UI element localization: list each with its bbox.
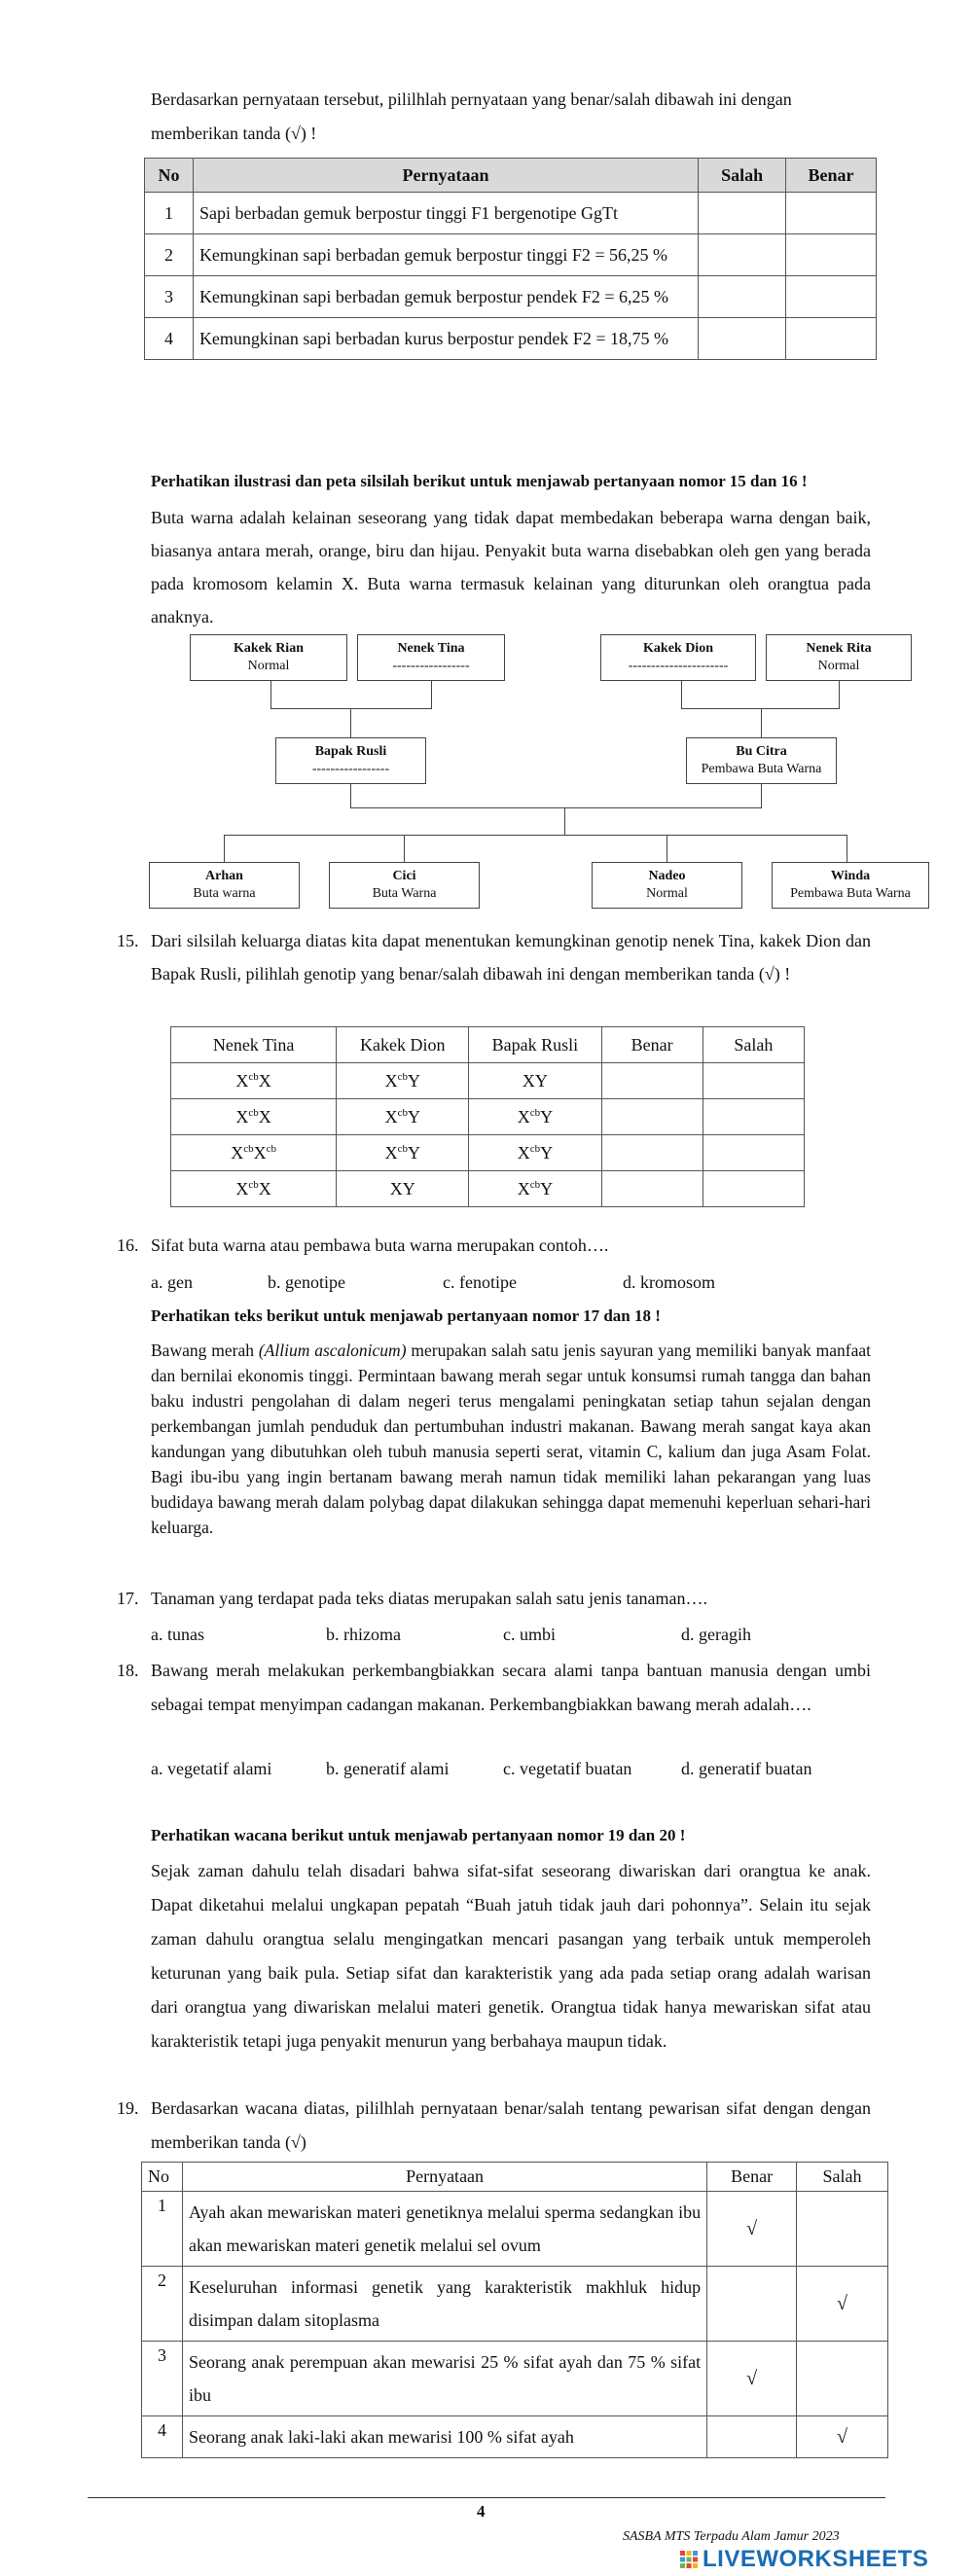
header-nenek-tina: Nenek Tina (171, 1027, 337, 1063)
allele-superscript: cb (266, 1142, 276, 1155)
benar-cell[interactable] (707, 2267, 797, 2342)
pedigree-status: Normal (247, 659, 290, 673)
allele-superscript: cb (397, 1142, 408, 1155)
pedigree-status: Pembawa Buta Warna (701, 762, 822, 776)
paragraph-italic-text: (Allium ascalonicum) (258, 1341, 407, 1360)
benar-cell[interactable] (601, 1063, 703, 1099)
option-d[interactable]: d. geragih (681, 1625, 751, 1644)
option-d[interactable]: d. kromosom (623, 1272, 716, 1292)
pedigree-name: Kakek Dion (643, 641, 713, 656)
question-19 (117, 2092, 871, 2160)
paragraph-pewarisan: Sejak zaman dahulu telah disadari bahwa sifat-sifat seseorang diwariskan dari orangtua ke anak. Dapat diketahui melalui ungkapan pepatah “Buah jatuh tidak jauh dari pohonnya”. Selain itu sejak zaman dahulu orangtua selalu mengingatkan mencari pasangan yang terbaik untuk memperoleh keturunan yang baik pula. Setiap sifat dan karakteristik yang ada pada setiap orang adalah warisan dari orangtua yang diwariskan melalui materi genetik. Orangtua tidak hanya mewariskan sifat atau karakteristik tetapi juga penyakit menurun yang berbahaya maupun tidak. (151, 1861, 871, 2051)
paragraph-text: Bawang merah (151, 1341, 259, 1360)
benar-cell[interactable] (601, 1135, 703, 1171)
salah-cell[interactable] (797, 2342, 888, 2416)
pedigree-cici (329, 862, 480, 909)
benar-cell[interactable] (601, 1171, 703, 1207)
genotype-cell: $X^{cb}X$ (171, 1099, 337, 1135)
header-benar: Benar (786, 159, 877, 193)
option-b[interactable]: b. generatif alami (326, 1759, 450, 1778)
table-row (142, 2192, 888, 2267)
pedigree-name: Kakek Rian (234, 641, 304, 656)
row-no: 4 (145, 318, 194, 360)
genotype-cell: $X^{cb}Y$ (337, 1135, 469, 1171)
header-kakek-dion: Kakek Dion (337, 1027, 469, 1063)
table-row (145, 276, 877, 318)
pedigree-kakek-rian (190, 634, 347, 681)
salah-cell[interactable] (699, 234, 786, 276)
allele-superscript: cb (529, 1142, 541, 1155)
question-number: 17. (117, 1589, 139, 1608)
question-number: 19. (117, 2098, 139, 2118)
pedigree-name: Bu Citra (736, 744, 787, 759)
pedigree-nenek-rita (766, 634, 912, 681)
header-pernyataan: Pernyataan (193, 159, 698, 193)
allele-superscript: cb (243, 1142, 254, 1155)
allele-superscript: cb (248, 1070, 259, 1083)
question-text: Bawang merah melakukan perkembangbiakkan secara alami tanpa bantuan manusia dengan umbi sebagai tempat menyimpan cadangan makanan. Perkembangbiakkan bawang merah adalah…. (151, 1661, 871, 1714)
salah-cell[interactable] (699, 276, 786, 318)
pedigree-status: ---------------------- (628, 659, 729, 673)
connector (681, 681, 682, 708)
table-header-row (142, 2163, 888, 2192)
pedigree-name: Nenek Rita (806, 641, 872, 656)
pedigree-nadeo (592, 862, 742, 909)
table-row (171, 1171, 805, 1207)
question-text: Sifat buta warna atau pembawa buta warna merupakan contoh…. (151, 1235, 609, 1255)
salah-cell[interactable]: √ (797, 2267, 888, 2342)
option-c[interactable]: c. umbi (503, 1625, 556, 1644)
genotype-cell: $X^{cb}X$ (171, 1171, 337, 1207)
header-salah: Salah (703, 1027, 804, 1063)
header-pernyataan: Pernyataan (182, 2163, 706, 2192)
liveworksheets-brand: LIVEWORKSHEETS (703, 2546, 929, 2572)
pedigree-arhan (149, 862, 300, 909)
benar-cell[interactable]: √ (707, 2192, 797, 2267)
connector (761, 784, 762, 807)
option-b[interactable]: b. genotipe (268, 1272, 345, 1292)
header-no: No (142, 2163, 183, 2192)
salah-cell[interactable]: √ (797, 2416, 888, 2458)
connector (270, 681, 271, 708)
genotype-cell: $X^{cb}Y$ (337, 1063, 469, 1099)
connector (224, 835, 225, 862)
genotype-cell: $X^{cb}Y$ (469, 1171, 601, 1207)
question-18 (117, 1654, 871, 1722)
question-number: 18. (117, 1661, 139, 1680)
connector (350, 784, 351, 807)
question-text: Dari silsilah keluarga diatas kita dapat menentukan kemungkinan genotip nenek Tina, kakek Dion dan Bapak Rusli, pilihlah genotip yang benar/salah dibawah ini dengan memberikan tanda (√) ! (151, 931, 871, 984)
pedigree-nenek-tina (357, 634, 505, 681)
heading-17-18: Perhatikan teks berikut untuk menjawab pertanyaan nomor 17 dan 18 ! (151, 1306, 661, 1325)
header-bapak-rusli: Bapak Rusli (469, 1027, 601, 1063)
connector (564, 807, 565, 835)
statement-table-19 (141, 2162, 888, 2458)
salah-cell[interactable] (703, 1135, 804, 1171)
paragraph-text: merupakan salah satu jenis sayuran yang memiliki banyak manfaat dan bernilai ekonomis tinggi. Permintaan bawang merah segar untuk konsumsi rumah tangga dan bahan baku industri pengolahan di dalam negeri terus mengalami peningkatan setiap tahun sejalan dengan perkembangan jumlah penduduk dan pertumbuhan industri makanan. Bawang merah sangat kaya akan kandungan yang dibutuhkan oleh tubuh manusia seperti serat, vitamin C, kalium dan juga Asam Folat. Bagi ibu-ibu yang ingin bertanam bawang merah namun tidak memiliki lahan pekarangan yang luas budidaya bawang merah dalam polybag dapat dilakukan sehingga dapat memenuhi keperluan sehari-hari keluarga. (151, 1341, 871, 1537)
question-16 (117, 1235, 871, 1256)
connector (431, 681, 432, 708)
option-d[interactable]: d. generatif buatan (681, 1759, 812, 1778)
benar-cell[interactable] (786, 276, 877, 318)
connector (839, 681, 840, 708)
row-text: Sapi berbadan gemuk berpostur tinggi F1 bergenotipe GgTt (193, 193, 698, 234)
pedigree-status: Buta warna (193, 886, 256, 901)
genotype-cell: $X^{cb}Y$ (337, 1099, 469, 1135)
footer-school: SASBA MTS Terpadu Alam Jamur 2023 (623, 2529, 840, 2544)
table-row (171, 1135, 805, 1171)
question-number: 16. (117, 1235, 139, 1255)
connector (350, 807, 762, 808)
allele-superscript: cb (529, 1106, 541, 1119)
question-number: 15. (117, 931, 139, 950)
question-17 (117, 1589, 871, 1609)
pedigree-kakek-dion (600, 634, 756, 681)
footer-divider (88, 2497, 885, 2498)
row-text: Seorang anak laki-laki akan mewarisi 100 % sifat ayah (182, 2416, 706, 2458)
connector (270, 708, 432, 709)
paragraph-buta-warna: Buta warna adalah kelainan seseorang yang tidak dapat membedakan beberapa warna dengan baik, biasanya antara merah, orange, biru dan hijau. Penyakit buta warna disebabkan oleh gen yang berada pada kromosom kelamin X. Buta warna termasuk kelainan yang diturunkan oleh orangtua pada anaknya. (151, 508, 871, 626)
salah-cell[interactable] (699, 318, 786, 360)
liveworksheets-logo (679, 2547, 928, 2572)
connector (224, 835, 847, 836)
pedigree-winda (772, 862, 929, 909)
table-header-row (145, 159, 877, 193)
pedigree-status: Pembawa Buta Warna (790, 886, 911, 901)
intro-line-1: Berdasarkan pernyataan tersebut, pililhlah pernyataan yang benar/salah dibawah ini dengan (151, 89, 792, 109)
salah-cell[interactable] (703, 1099, 804, 1135)
table-header-row (171, 1027, 805, 1063)
genotype-cell: XY (469, 1063, 601, 1099)
salah-cell[interactable] (703, 1063, 804, 1099)
allele-superscript: cb (248, 1106, 259, 1119)
benar-cell[interactable] (786, 318, 877, 360)
pedigree-status: ----------------- (392, 659, 470, 673)
page-number: 4 (477, 2502, 486, 2521)
row-text: Ayah akan mewariskan materi genetiknya melalui sperma sedangkan ibu akan mewariskan materi genetik melalui sel ovum (182, 2192, 706, 2267)
row-text: Kemungkinan sapi berbadan gemuk berpostur pendek F2 = 6,25 % (193, 276, 698, 318)
pedigree-bapak-rusli (275, 737, 426, 784)
benar-cell[interactable] (786, 193, 877, 234)
allele-superscript: cb (529, 1178, 541, 1191)
pedigree-name: Nenek Tina (397, 641, 465, 656)
genotype-cell: $X^{cb}X^{cb}$ (171, 1135, 337, 1171)
pedigree-status: ----------------- (311, 762, 390, 776)
table-row (142, 2416, 888, 2458)
connector (404, 835, 405, 862)
benar-cell[interactable] (707, 2416, 797, 2458)
option-c[interactable]: c. fenotipe (443, 1272, 517, 1292)
allele-superscript: cb (248, 1178, 259, 1191)
pedigree-name: Arhan (205, 869, 243, 883)
question-15 (117, 924, 871, 990)
allele-superscript: cb (397, 1070, 408, 1083)
pedigree-name: Cici (392, 869, 416, 883)
row-text: Seorang anak perempuan akan mewarisi 25 % sifat ayah dan 75 % sifat ibu (182, 2342, 706, 2416)
pedigree-name: Nadeo (648, 869, 686, 883)
table-row (171, 1099, 805, 1135)
salah-cell[interactable] (703, 1171, 804, 1207)
row-text: Keseluruhan informasi genetik yang karakteristik makhluk hidup disimpan dalam sitoplasma (182, 2267, 706, 2342)
table-row (142, 2267, 888, 2342)
header-salah: Salah (797, 2163, 888, 2192)
genotype-cell: $X^{cb}Y$ (469, 1099, 601, 1135)
pedigree-name: Bapak Rusli (314, 744, 387, 759)
header-benar: Benar (601, 1027, 703, 1063)
row-no: 1 (145, 193, 194, 234)
heading-19-20: Perhatikan wacana berikut untuk menjawab pertanyaan nomor 19 dan 20 ! (151, 1826, 686, 1844)
option-b[interactable]: b. rhizoma (326, 1625, 401, 1644)
row-no: 3 (142, 2342, 183, 2416)
liveworksheets-icon (679, 2550, 699, 2569)
benar-cell[interactable] (601, 1099, 703, 1135)
connector (350, 708, 351, 737)
allele-superscript: cb (397, 1106, 408, 1119)
intro-line-2: memberikan tanda (√) ! (151, 124, 317, 143)
genotype-cell: XY (337, 1171, 469, 1207)
header-no: No (145, 159, 194, 193)
header-salah: Salah (699, 159, 786, 193)
question-text: Tanaman yang terdapat pada teks diatas merupakan salah satu jenis tanaman…. (151, 1589, 708, 1608)
salah-cell[interactable] (699, 193, 786, 234)
genotype-cell: $X^{cb}X$ (171, 1063, 337, 1099)
paragraph-bawang (151, 1338, 871, 1540)
row-text: Kemungkinan sapi berbadan kurus berpostur pendek F2 = 18,75 % (193, 318, 698, 360)
row-text: Kemungkinan sapi berbadan gemuk berpostur tinggi F2 = 56,25 % (193, 234, 698, 276)
pedigree-bu-citra (686, 737, 837, 784)
option-a[interactable]: a. gen (151, 1272, 193, 1292)
connector (761, 708, 762, 737)
pedigree-status: Buta Warna (372, 886, 437, 901)
table-row (171, 1063, 805, 1099)
table-row (142, 2342, 888, 2416)
option-c[interactable]: c. vegetatif buatan (503, 1759, 632, 1778)
benar-cell[interactable] (786, 234, 877, 276)
heading-15-16: Perhatikan ilustrasi dan peta silsilah berikut untuk menjawab pertanyaan nomor 15 dan 16 ! (151, 472, 808, 490)
genotype-cell: $X^{cb}Y$ (469, 1135, 601, 1171)
table-row (145, 234, 877, 276)
row-no: 2 (145, 234, 194, 276)
pedigree-name: Winda (830, 869, 871, 883)
question-text: Berdasarkan wacana diatas, pililhlah pernyataan benar/salah tentang pewarisan sifat dengan dengan memberikan tanda (√) (151, 2098, 871, 2152)
benar-cell[interactable]: √ (707, 2342, 797, 2416)
row-no: 1 (142, 2192, 183, 2267)
pedigree-status: Normal (817, 659, 860, 673)
table-row (145, 193, 877, 234)
pedigree-status: Normal (646, 886, 688, 901)
row-no: 3 (145, 276, 194, 318)
row-no: 2 (142, 2267, 183, 2342)
salah-cell[interactable] (797, 2192, 888, 2267)
row-no: 4 (142, 2416, 183, 2458)
option-a[interactable]: a. vegetatif alami (151, 1759, 272, 1778)
header-benar: Benar (707, 2163, 797, 2192)
option-a[interactable]: a. tunas (151, 1625, 204, 1644)
genotype-table (170, 1026, 805, 1207)
statement-table-1 (144, 158, 877, 360)
table-row (145, 318, 877, 360)
